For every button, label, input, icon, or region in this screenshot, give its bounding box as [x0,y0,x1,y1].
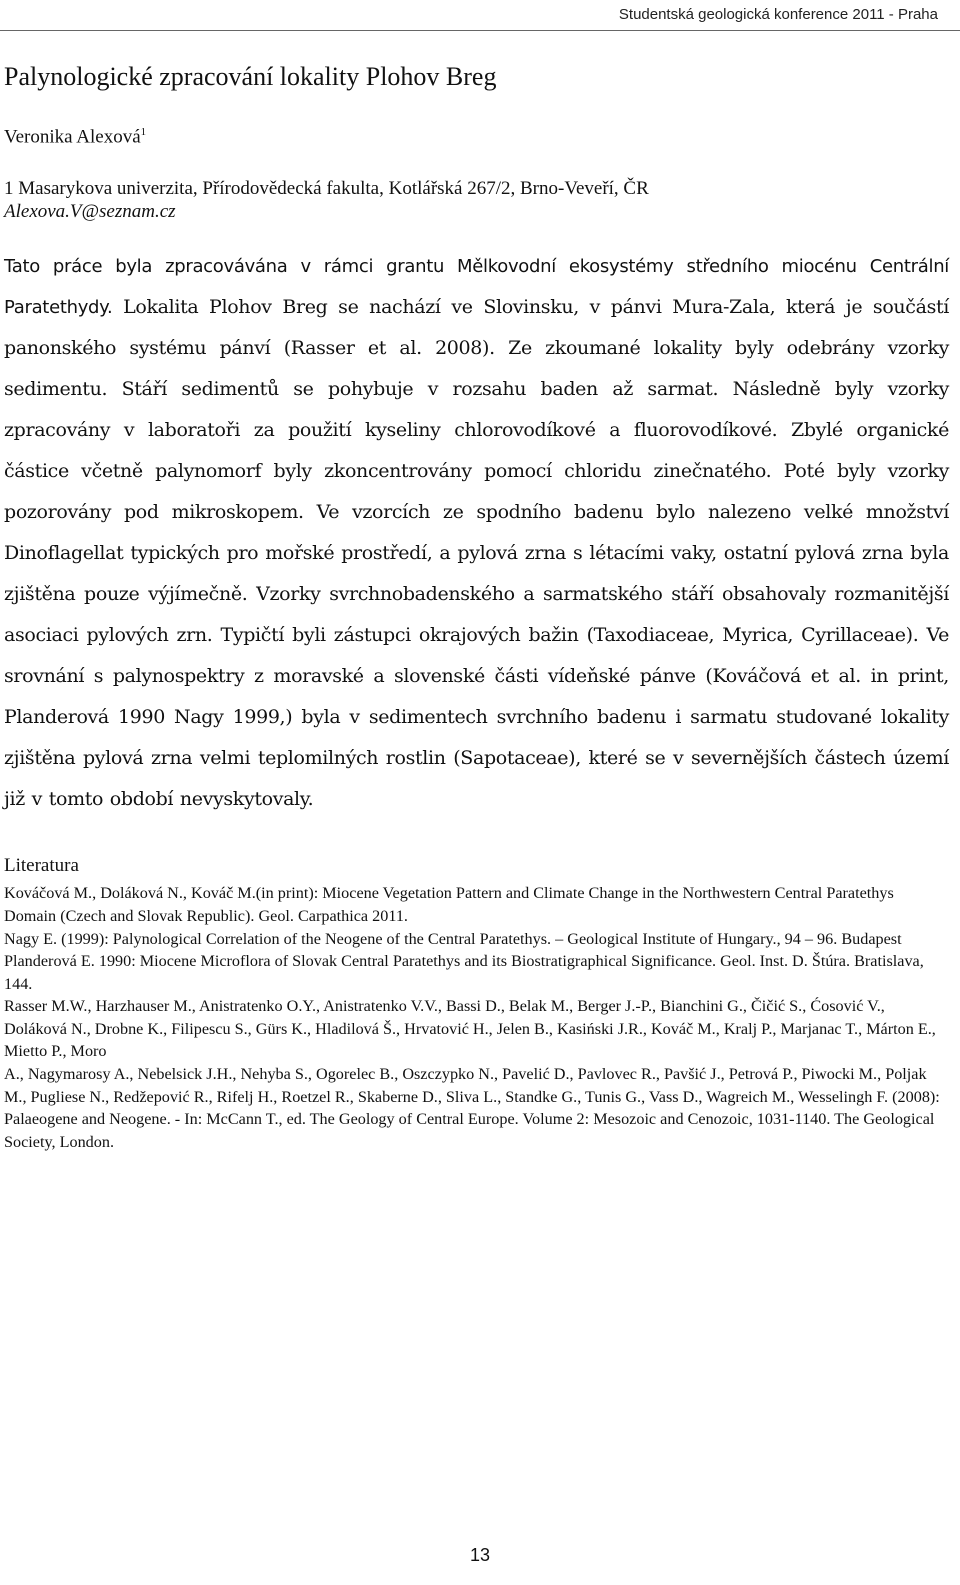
reference-item: Nagy E. (1999): Palynological Correlation of the Neogene of the Central Paratethys. – Geological Institute of Hungary., 94 – 96. Budapest [4,929,902,948]
abstract-lead: Tato práce byla zpracovávána v rámci grantu Mělkovodní ekosystémy středního miocénu Centrální Paratethydy. [4,256,949,319]
author-line [4,120,949,149]
literature-heading: Literatura [4,855,79,877]
reference-item: A., Nagymarosy A., Nebelsick J.H., Nehyba S., Ogorelec B., Oszczypko N., Pavelić D., Pavlovec R., Pavšić J., Petrová P., Piwocki M., Poljak M., Pugliese N., Redžepović R., Rifelj H., Roetzel R., Skaberne D., Sliva L., Standke G., Tunis G., Vass D., Wagreich M., Wesselingh F. (2008): Palaeogene and Neogene. - In: McCann T., ed. The Geology of Central Europe. Volume 2: Mesozoic and Cenozoic, 1031-1140. The Geological Society, London. [4,1065,940,1151]
reference-list [4,882,949,1153]
reference-item: Rasser M.W., Harzhauser M., Anistratenko O.Y., Anistratenko V.V., Bassi D., Belak M., Berger J.-P., Bianchini G., Čičić S., Ćosović V., Doláková N., Drobne K., Filipescu S., Gürs K., Hladilová Š., Hrvatović H., Jelen B., Kasiński J.R., Kováč M., Kralj P., Marjanac T., Márton E., Mietto P., Moro [4,997,936,1061]
conference-header: Studentská geologická konference 2011 - Praha [618,6,938,23]
author-name: Veronika Alexová [4,126,141,148]
abstract [4,246,949,820]
abstract-body: Lokalita Plohov Breg se nachází ve Slovinsku, v pánvi Mura-Zala, která je součástí panonského systému pánví (Rasser et al. 2008). Ze zkoumané lokality byly odebrány vzorky sedimentu. Stáří sedimentů se pohybuje v rozsahu baden až sarmat. Následně byly vzorky zpracovány v laboratoři za použití kyseliny chlorovodíkové a fluorovodíkové. Zbylé organické částice včetně palynomorf byly zkoncentrovány pomocí chloridu zinečnatého. Poté byly vzorky pozorovány pod mikroskopem. Ve vzorcích ze spodního badenu bylo nalezeno velké množství Dinoflagellat typických pro mořské prostředí, a pylová zrna s létacími vaky, ostatní pylová zrna byla zjištěna pouze výjímečně. Vzorky svrchnobadenského a sarmatského stáří obsahovaly rozmanitější asociaci pylových zrn. Typičtí byli zástupci okrajových bažin (Taxodiaceae, Myrica, Cyrillaceae). Ve srovnání s palynospektry z moravské a slovenské části vídeňské pánve (Kováčová et al. in print, Planderová 1990 Nagy 1999,) byla v sedimentech svrchního badenu i sarmatu studované lokality zjištěna pylová zrna velmi teplomilných rostlin (Sapotaceae), které se v severnějších částech území již v tomto období nevyskytovaly. [4,296,949,811]
paper-content [4,60,949,1153]
reference-item: Kováčová M., Doláková N., Kováč M.(in print): Miocene Vegetation Pattern and Climate Change in the Northwestern Central Paratethys Domain (Czech and Slovak Republic). Geol. Carpathica 2011. [4,884,894,925]
paper-title: Palynologické zpracování lokality Plohov Breg [4,62,497,91]
author-affiliation-mark: 1 [140,126,147,138]
reference-item: Planderová E. 1990: Miocene Microflora of Slovak Central Paratethys and its Biostratigraphical Significance. Geol. Inst. D. Štúra. Bratislava, 144. [4,952,924,993]
author-email: Alexova.V@seznam.cz [4,201,176,223]
header-divider [0,30,960,31]
page-number: 13 [469,1545,491,1565]
affiliation: 1 Masarykova univerzita, Přírodovědecká fakulta, Kotlářská 267/2, Brno-Veveří, ČR [4,178,649,200]
